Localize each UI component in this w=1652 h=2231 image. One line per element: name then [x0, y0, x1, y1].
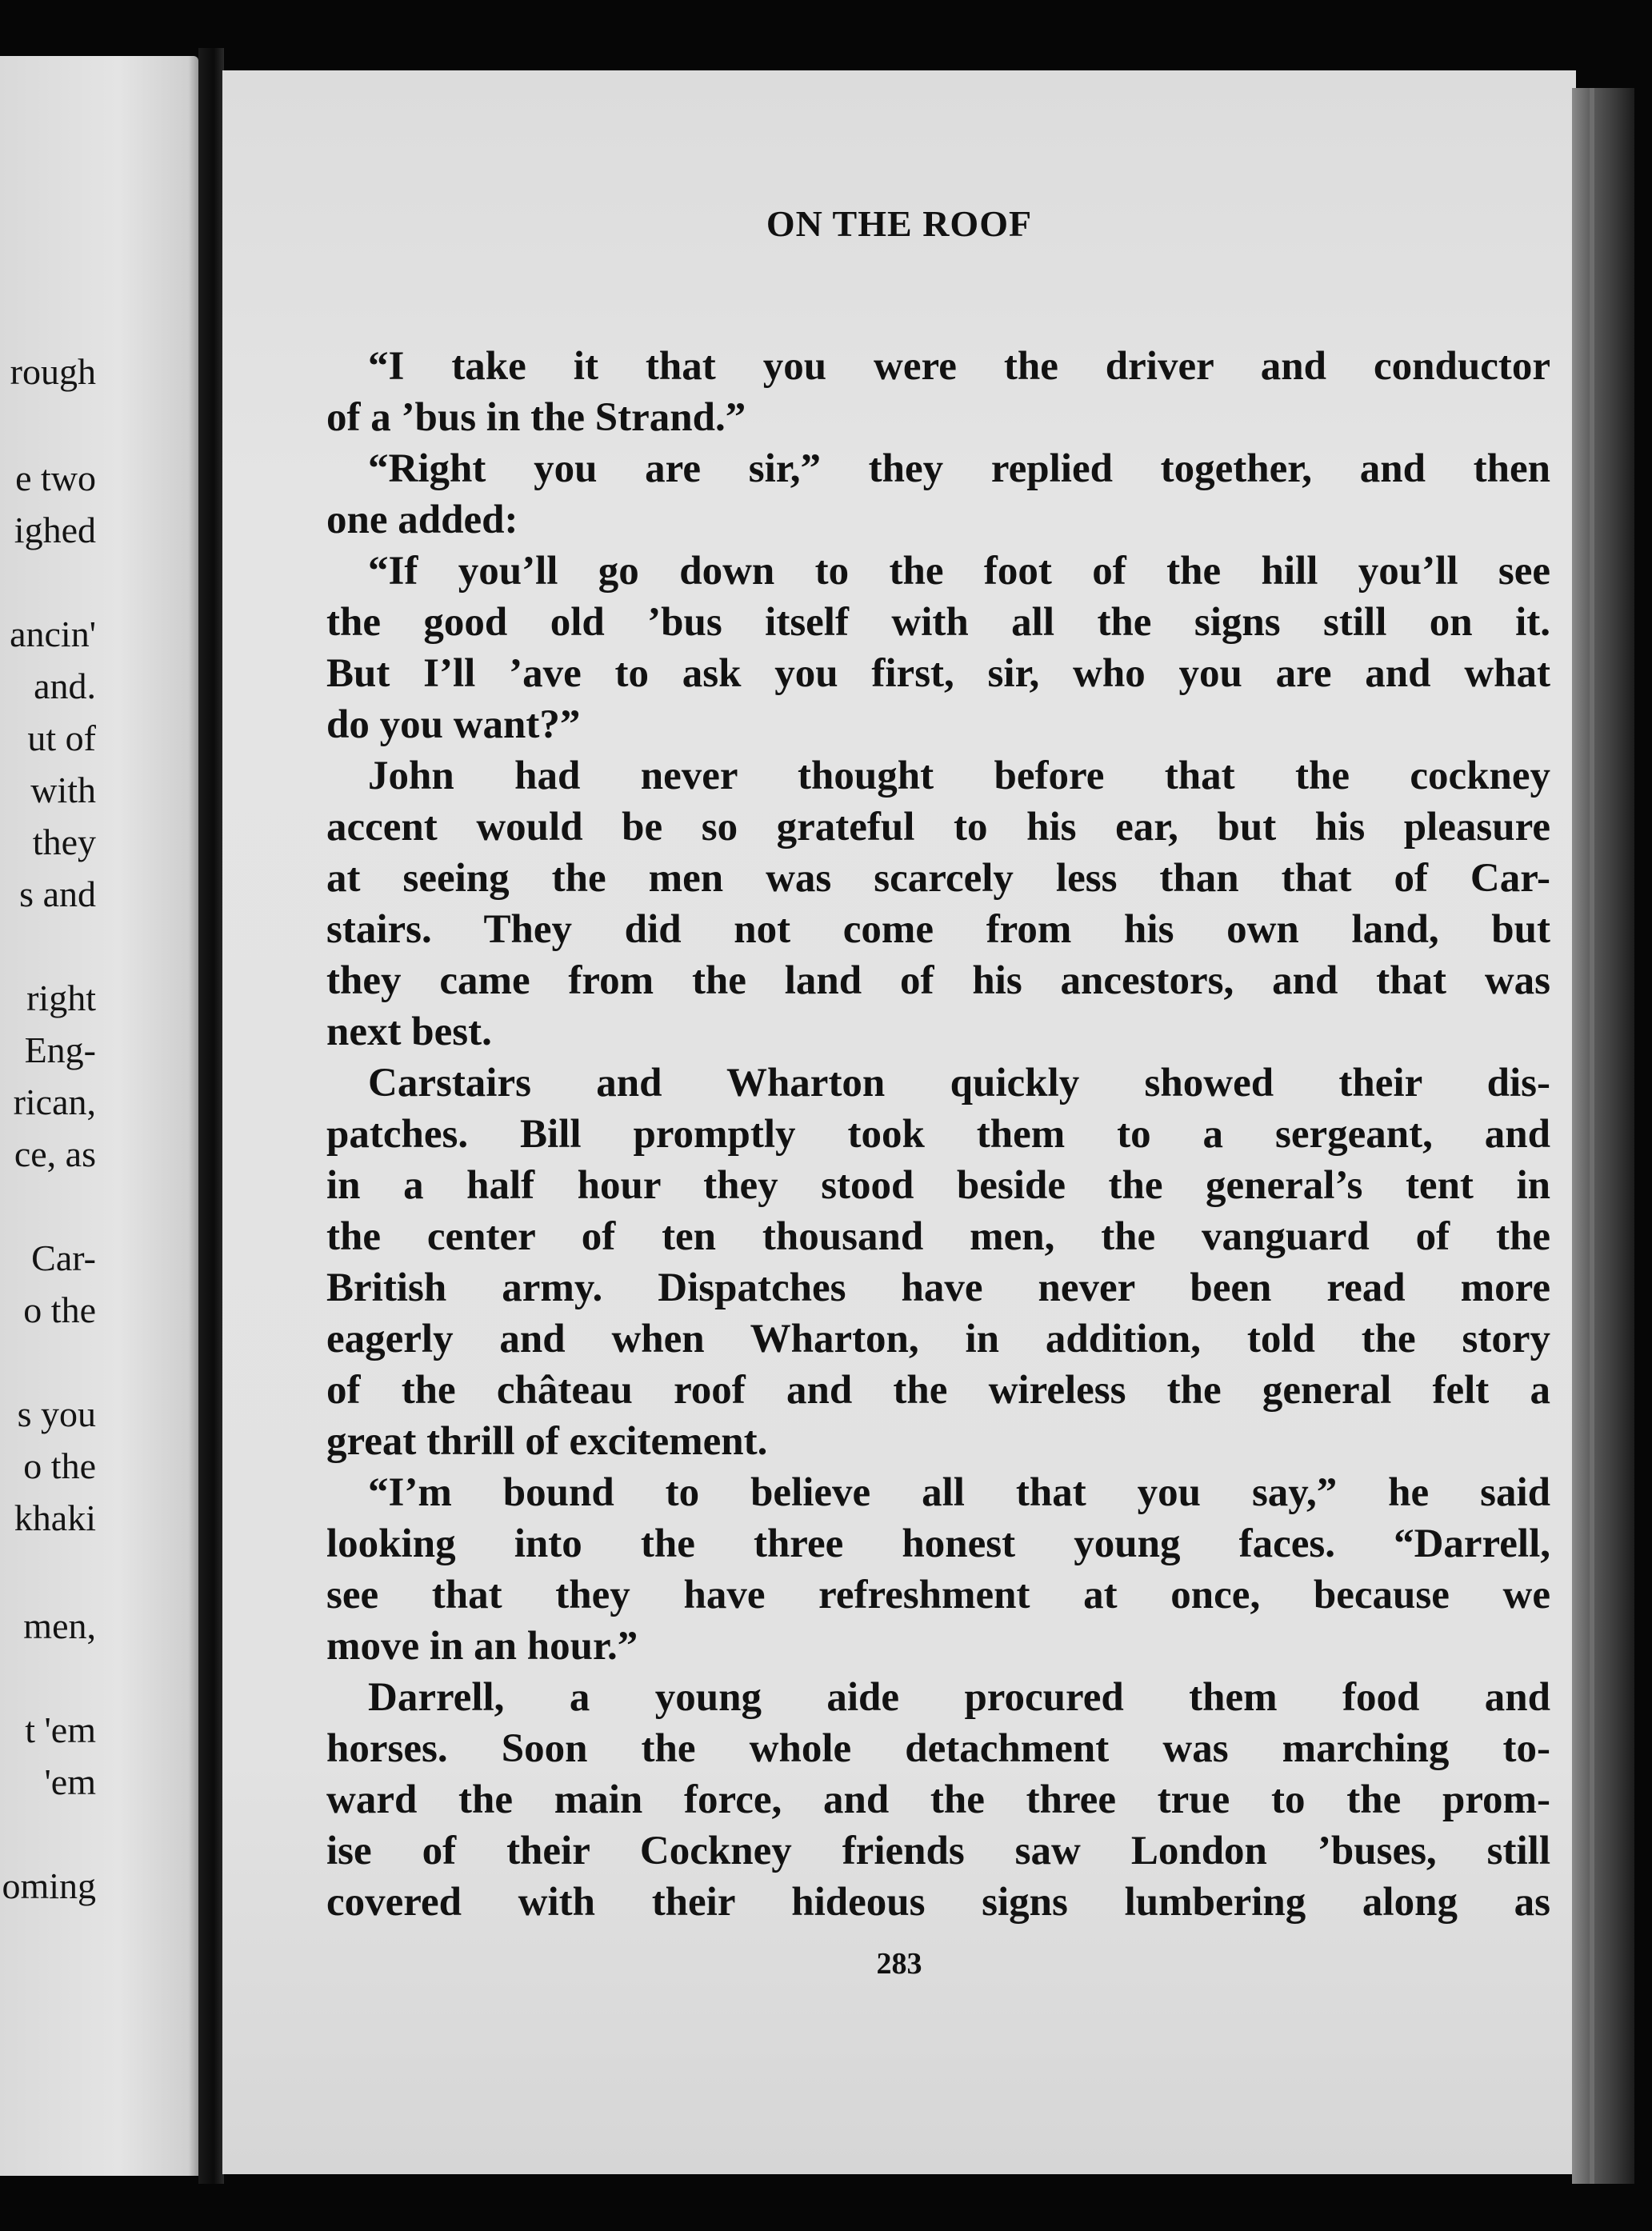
- left-fragment: ighed: [14, 510, 96, 550]
- text-line: “I’m bound to believe all that you say,” he said: [368, 1470, 1550, 1515]
- text-line: “If you’ll go down to the foot of the hill you’ll see: [368, 549, 1550, 594]
- left-fragment: Eng-: [24, 1030, 96, 1070]
- left-fragment: khaki: [14, 1497, 96, 1538]
- text-line: of a ’bus in the Strand.”: [326, 395, 746, 440]
- left-fragment: right: [26, 978, 96, 1018]
- text-line: ise of their Cockney friends saw London ’buses, still: [326, 1829, 1550, 1873]
- left-fragment: e two: [15, 458, 96, 498]
- text-line: in a half hour they stood beside the general’s tent in: [326, 1163, 1550, 1208]
- left-fragment: men,: [23, 1605, 96, 1646]
- left-fragment: with: [30, 770, 96, 810]
- page-number: 283: [876, 1947, 922, 1981]
- text-line: accent would be so grateful to his ear, but his pleasure: [326, 805, 1550, 850]
- text-line: the center of ten thousand men, the vanguard of the: [326, 1214, 1550, 1259]
- text-line: British army. Dispatches have never been read more: [326, 1265, 1550, 1310]
- text-line: see that they have refreshment at once, because we: [326, 1573, 1550, 1617]
- text-line: of the château roof and the wireless the general felt a: [326, 1368, 1550, 1413]
- left-fragment: o the: [23, 1445, 96, 1486]
- text-line: they came from the land of his ancestors, and that was: [326, 958, 1550, 1003]
- text-line: patches. Bill promptly took them to a sergeant, and: [326, 1112, 1550, 1157]
- running-head: ON THE ROOF: [766, 203, 1033, 244]
- book-page: [222, 70, 1576, 2174]
- text-line: at seeing the men was scarcely less than that of Car-: [326, 856, 1550, 901]
- text-line: “Right you are sir,” they replied together, and then: [368, 446, 1550, 491]
- page-block-edge: [1572, 88, 1634, 2184]
- left-fragment: ancin': [10, 614, 96, 654]
- left-fragment: s you: [17, 1393, 96, 1434]
- left-fragment: and.: [34, 666, 96, 706]
- left-fragment: 'em: [44, 1761, 96, 1802]
- left-fragment: t 'em: [25, 1709, 96, 1750]
- text-line: do you want?”: [326, 702, 581, 747]
- text-line: ward the main force, and the three true to the prom-: [326, 1777, 1550, 1822]
- left-fragment: ut of: [27, 718, 96, 758]
- left-fragment: o the: [23, 1289, 96, 1330]
- left-fragment: ce, as: [14, 1133, 96, 1174]
- left-fragment: they: [32, 822, 96, 862]
- text-line: stairs. They did not come from his own land, but: [326, 907, 1550, 952]
- left-fragment: rough: [10, 351, 96, 392]
- text-line: next best.: [326, 1010, 492, 1054]
- text-line: But I’ll ’ave to ask you first, sir, who you are and what: [326, 651, 1550, 696]
- text-line: John had never thought before that the cockney: [368, 754, 1550, 798]
- text-line: one added:: [326, 498, 518, 542]
- text-line: the good old ’bus itself with all the signs still on it.: [326, 600, 1550, 645]
- text-line: move in an hour.”: [326, 1624, 638, 1669]
- text-line: covered with their hideous signs lumbering along as: [326, 1880, 1550, 1925]
- left-fragment: oming: [2, 1865, 96, 1906]
- left-fragment: Car-: [31, 1237, 96, 1278]
- text-line: looking into the three honest young faces. “Darrell,: [326, 1521, 1550, 1566]
- left-fragment: s and: [19, 874, 96, 914]
- text-line: “I take it that you were the driver and conductor: [368, 344, 1550, 389]
- text-line: Darrell, a young aide procured them food and: [368, 1675, 1550, 1720]
- book-gutter: [198, 48, 224, 2184]
- text-line: eagerly and when Wharton, in addition, told the story: [326, 1317, 1550, 1361]
- left-fragment: rican,: [13, 1082, 96, 1122]
- text-line: horses. Soon the whole detachment was marching to-: [326, 1726, 1550, 1771]
- text-line: Carstairs and Wharton quickly showed their dis-: [368, 1061, 1550, 1106]
- text-line: great thrill of excitement.: [326, 1419, 768, 1464]
- left-facing-page: [0, 56, 198, 2176]
